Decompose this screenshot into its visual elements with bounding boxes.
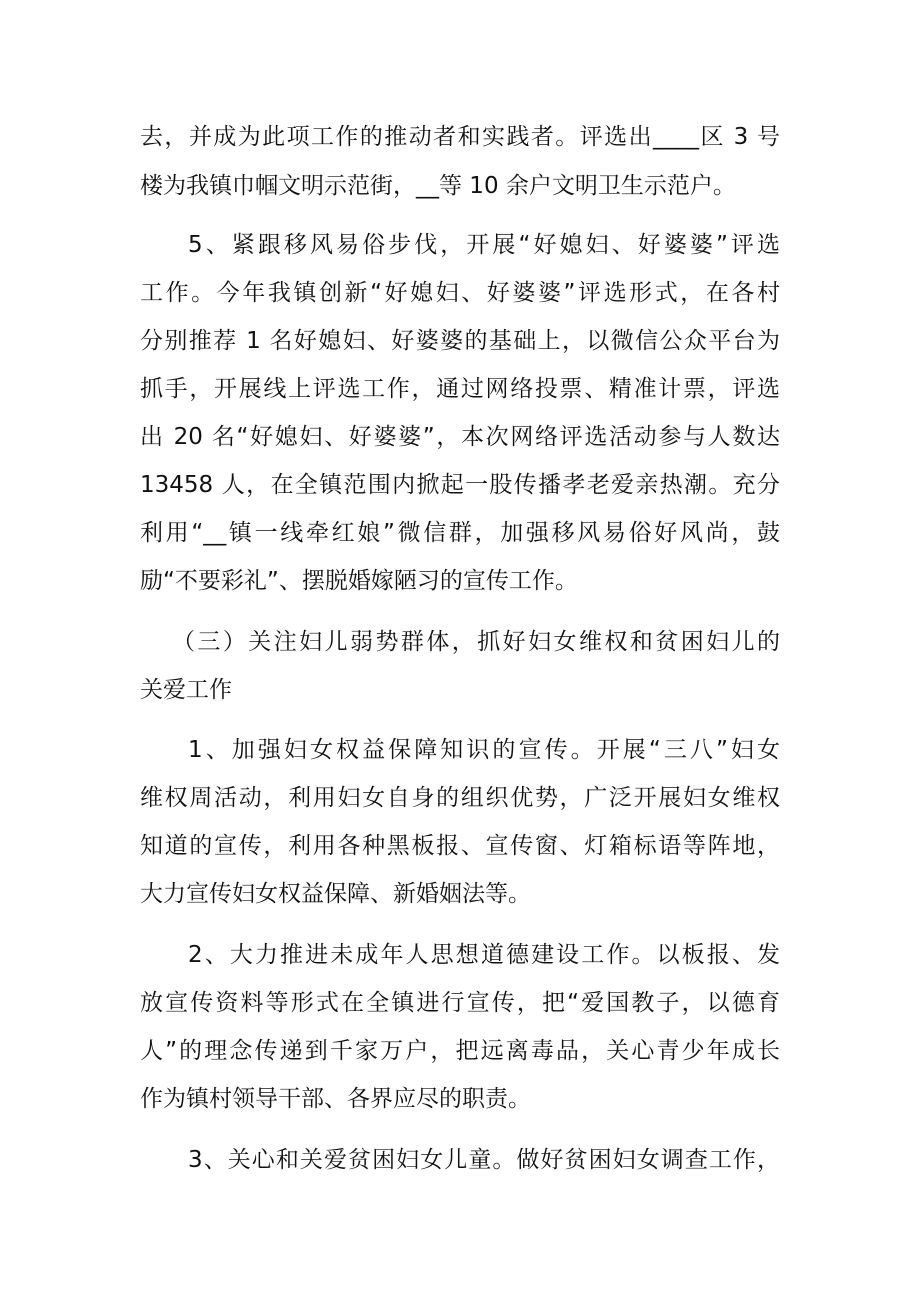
text-line: 1、加强妇女权益保障知识的宣传。开展“三八”妇女 [188, 737, 780, 763]
text-line: 大力宣传妇女权益保障、新婚姻法等。 [140, 881, 531, 907]
text-line: 13458 人，在全镇范围内掀起一股传播孝老爱亲热潮。充分 [140, 472, 780, 498]
text-line: 3、关心和关爱贫困妇女儿童。做好贫困妇女调查工作， [188, 1147, 780, 1173]
text-line: 抓手，开展线上评选工作，通过网络投票、精准计票，评选 [140, 376, 780, 402]
text-line: 知道的宣传，利用各种黑板报、宣传窗、灯箱标语等阵地， [140, 833, 780, 859]
text-line: 工作。今年我镇创新“好媳妇、好婆婆”评选形式，在各村 [140, 280, 780, 306]
section-heading: （三）关注妇儿弱势群体，抓好妇女维权和贫困妇儿的 [172, 629, 780, 655]
text-line: 2、大力推进未成年人思想道德建设工作。以板报、发 [188, 942, 780, 968]
text-line: 放宣传资料等形式在全镇进行宣传，把“爱国教子，以德育 [140, 990, 780, 1016]
text-line: 出 20 名“好媳妇、好婆婆”，本次网络评选活动参与人数达 [140, 424, 780, 450]
text-line: 5、紧跟移风易俗步伐，开展“好媳妇、好婆婆”评选 [188, 232, 780, 258]
text-line: 楼为我镇巾帼文明示范街，__等 10 余户文明卫生示范户。 [140, 173, 736, 199]
text-line: 利用“__镇一线牵红娘”微信群，加强移风易俗好风尚，鼓 [140, 520, 780, 546]
text-line: 人”的理念传递到千家万户，把远离毒品，关心青少年成长 [140, 1038, 780, 1064]
section-heading: 关爱工作 [140, 677, 232, 703]
text-line: 励“不要彩礼”、摆脱婚嫁陋习的宣传工作。 [140, 568, 578, 594]
text-line: 作为镇村领导干部、各界应尽的职责。 [140, 1086, 531, 1112]
text-line: 去，并成为此项工作的推动者和实践者。评选出____区 3 号 [140, 124, 780, 150]
text-line: 分别推荐 1 名好媳妇、好婆婆的基础上，以微信公众平台为 [140, 328, 780, 354]
text-line: 维权周活动，利用妇女自身的组织优势，广泛开展妇女维权 [140, 785, 780, 811]
